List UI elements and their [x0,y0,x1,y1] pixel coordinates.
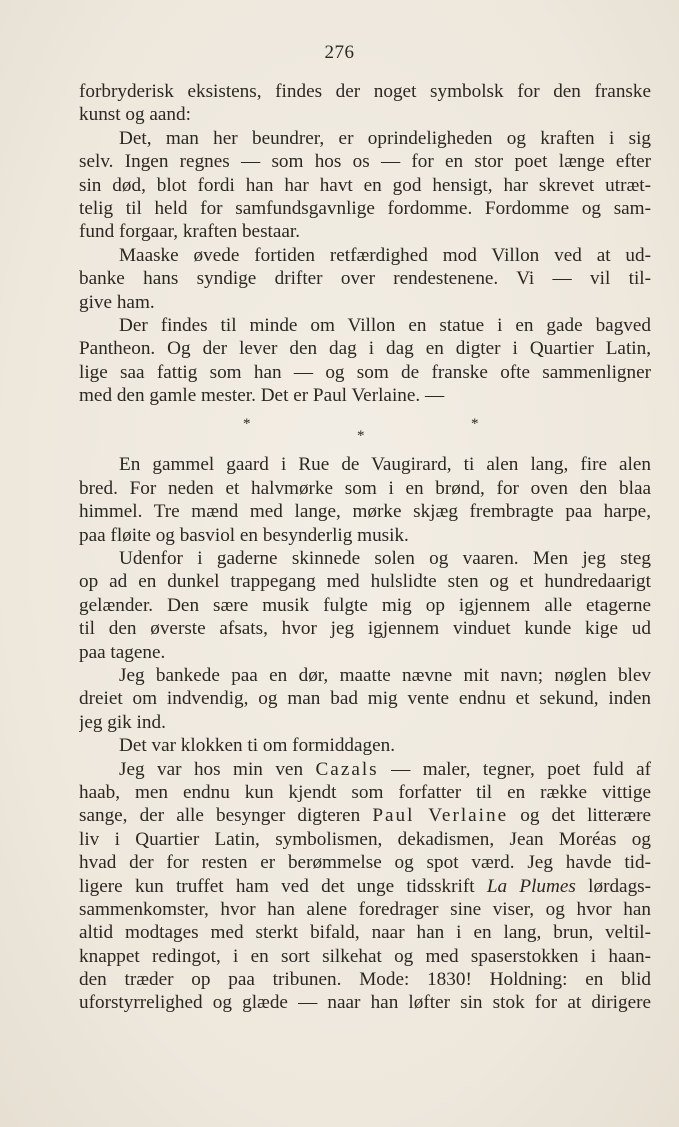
text-line: liv i Quartier Latin, symbolismen, dekadismen, Jean Moréas og [79,828,651,850]
asterisk-mark: * [471,416,479,433]
text-segment: sange, der alle besynger digteren [79,805,361,827]
text-line: Maaske øvede fortiden retfærdighed mod Villon ved at ud- [119,244,651,266]
text-line [79,875,651,898]
text-line: knappet redingot, i en sort silkehat og med spaserstokken i haan- [79,945,651,967]
text-line: sammenkomster, hvor han alene foredrager sine viser, og hvor han [79,898,651,920]
asterisk-mark: * [357,428,365,445]
text-line: forbryderisk eksistens, findes der noget symbolsk for den franske [79,81,651,102]
person-name-spaced: Paul Verlaine [372,805,509,827]
text-line: telig til held for samfundsgavnlige fordomme. Fordomme og sam- [79,197,651,219]
text-segment: Jeg var hos min ven [119,758,304,780]
person-name-spaced: Cazals [315,758,379,780]
asterisk-mark: * [243,416,251,433]
text-line: Pantheon. Og der lever den dag i dag en digter i Quartier Latin, [79,338,651,360]
text-segment: ligere kun truffet ham ved det unge tidsskrift [79,875,475,897]
text-line: Det, man her beundrer, er oprindeligheden og kraften i sig [119,127,651,149]
text-line: En gammel gaard i Rue de Vaugirard, ti alen lang, fire alen [119,454,651,476]
text-line: jeg gik ind. [79,711,166,733]
text-segment: — maler, tegner, poet fuld af [391,758,651,780]
text-line: kunst og aand: [79,104,191,126]
text-line: fund forgaar, kraften bestaar. [79,221,301,243]
text-segment: lørdags- [588,875,651,897]
text-line: paa fløite og basviol en besynderlig musik. [79,524,409,546]
text-line: op ad en dunkel trappegang med hulslidte sten og et hundredaarigt [79,571,651,593]
text-line: den træder op paa tribunen. Mode: 1830! Holdning: en blid [79,969,651,991]
text-line: paa tagene. [79,641,166,663]
text-line: med den gamle mester. Det er Paul Verlaine. — [79,385,445,407]
text-line: Jeg bankede paa en dør, maatte nævne mit navn; nøglen blev [119,664,651,686]
section-break-asterism [79,407,651,453]
text-line [79,804,651,827]
page-number: 276 [324,42,355,63]
text-line: sin død, blot fordi han har havt en god hensigt, har skrevet utræt- [79,174,651,196]
text-line [79,758,651,781]
text-line: himmel. Tre mænd med lange, mørke skjæg frembragte paa harpe, [79,501,651,523]
text-line: altid modtages med sterkt bifald, naar han i en lang, brun, veltil- [79,922,651,944]
text-line: banke hans syndige drifter over rendestenene. Vi — vil til- [79,268,651,290]
text-line: Udenfor i gaderne skinnede solen og vaaren. Men jeg steg [119,548,651,570]
text-line: Der findes til minde om Villon en statue i en gade bagved [119,314,651,336]
text-line: gelænder. Den sære musik fulgte mig op igjennem alle etagerne [79,594,651,616]
text-line: selv. Ingen regnes — som hos os — for en stor poet længe efter [79,151,651,173]
text-line: hvad der for resten er berømmelse og spot værd. Jeg havde tid- [79,852,651,874]
text-segment: og det litterære [520,805,651,827]
text-line: til den øverste afsats, hvor jeg igjennem vinduet kunde kige ud [79,618,651,640]
journal-title: La Plumes [486,875,576,897]
text-line: dreiet om indvendig, og man bad mig vente endnu et sekund, inden [79,688,651,710]
text-line: haab, men endnu kun kjendt som forfatter til en række vittige [79,781,651,803]
text-line: lige saa fattig som han — og som de franske ofte sammenligner [79,361,651,383]
body-text [79,80,651,1015]
text-line: bred. For neden et halvmørke som i en brønd, for oven den blaa [79,477,651,499]
text-line: give ham. [79,291,155,313]
text-line: uforstyrrelighed og glæde — naar han løfter sin stok for at dirigere [79,992,651,1014]
text-line: Det var klokken ti om formiddagen. [119,735,396,757]
